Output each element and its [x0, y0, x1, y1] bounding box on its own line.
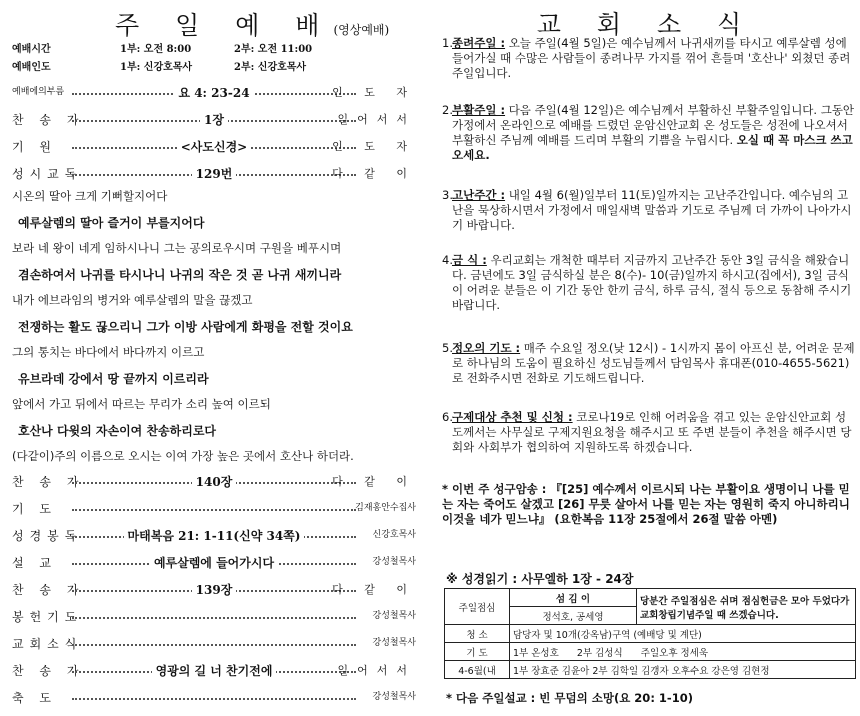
- order-label: 축 도: [12, 691, 57, 705]
- order-item: [12, 84, 416, 104]
- order-content: [72, 84, 356, 101]
- time-1: 1부: 오전 8:00: [120, 44, 192, 55]
- psalm-line: (다같이)주의 이름으로 오시는 이여 가장 높은 곳에서 호산나 하더라.: [12, 449, 354, 463]
- bible-reading: ※ 성경읽기 : 사무엘하 1장 - 24장: [446, 572, 634, 586]
- news-number: 6.: [442, 410, 453, 424]
- worship-title: [60, 6, 455, 42]
- order-content-text: 140장: [192, 475, 237, 489]
- news-item: [442, 103, 856, 163]
- order-item: [12, 635, 416, 655]
- news-body: 다음 주일(4월 12일)은 예수님께서 부활하신 부활주일입니다. 그동안 가정에서 온라인으로 예배를 드렸던 운암신안교회 온 성도들은 성전에 나오셔서 부활하신 주님께 예배를 드리며 부활의 기쁨을 누립시다.: [452, 103, 855, 147]
- psalm-line: 시온의 딸아 크게 기뻐할지어다: [12, 189, 168, 203]
- order-label: 찬 송 가: [12, 113, 85, 127]
- servers-names: 정석호, 공세영: [510, 607, 637, 625]
- news-text: [452, 341, 856, 386]
- order-item: [12, 138, 416, 158]
- psalm-line: 보라 네 왕이 네게 임하시나니 그는 공의로우시며 구원을 베푸시며: [12, 241, 342, 255]
- order-label: 찬 송 가: [12, 583, 85, 597]
- order-item: [12, 608, 416, 628]
- time-label: 예배시간: [12, 44, 51, 55]
- order-person: 인 도 자: [332, 140, 416, 153]
- news-heading: 구제대상 추천 및 신청 :: [452, 410, 573, 424]
- cleaning-value: 담당자 및 10개(강옥남)구역 (예배당 및 계단): [510, 625, 856, 643]
- news-title: 교 회 소 식: [536, 10, 756, 39]
- order-item: [12, 581, 416, 601]
- prayer-label: 기 도: [445, 643, 510, 661]
- order-content: [72, 554, 356, 571]
- service-table: [444, 588, 856, 679]
- news-heading: 고난주간 :: [452, 188, 506, 202]
- order-person: 신강호목사: [372, 530, 416, 540]
- order-person: 강성철목사: [372, 557, 416, 567]
- order-item: [12, 554, 416, 574]
- next-sermon: * 다음 주일설교 : 빈 무덤의 소망(요 20: 1-10): [446, 691, 693, 705]
- order-label: 찬 송 가: [12, 475, 85, 489]
- psalm-line: 겸손하여서 나귀를 타시나니 나귀의 작은 것 곧 나귀 새끼니라: [18, 268, 342, 282]
- dotted-leader: [72, 509, 356, 511]
- news-number: 5.: [442, 341, 453, 355]
- order-item: [12, 500, 416, 520]
- order-label: 기 도: [12, 502, 57, 516]
- psalm-line: 유브라데 강에서 땅 끝까지 이르리라: [18, 372, 209, 386]
- order-content-text: 마태복음 21: 1-11(신약 34쪽): [124, 529, 305, 543]
- time-2: 2부: 오전 11:00: [234, 44, 313, 55]
- order-label: 봉헌기도: [12, 610, 83, 624]
- news-number: 4.: [442, 253, 453, 267]
- cleaning-label: 청 소: [445, 625, 510, 643]
- news-item: [442, 36, 856, 81]
- order-item: [12, 473, 416, 493]
- order-content: [72, 165, 356, 182]
- order-label: 설 교: [12, 556, 57, 570]
- news-body: 매주 수요일 정오(낮 12시) - 1시까지 몸이 아프신 분, 어려운 문제로 하나님의 도움이 필요하신 성도님들께서 담임목사 휴대폰(010-4655-5621)로 전화주시면 전화로 기도해드립니다.: [452, 341, 855, 385]
- order-person: 다 같 이: [332, 475, 416, 488]
- dotted-leader: [72, 644, 356, 646]
- order-content-text: <사도신경>: [177, 140, 251, 154]
- order-item: [12, 165, 416, 185]
- news-text: [452, 253, 856, 313]
- psalm-line: 예루살렘의 딸아 즐거이 부를지어다: [18, 216, 205, 230]
- order-person: 강성철목사: [372, 611, 416, 621]
- prayer-value: 1부 온성호 2부 김성식 주일오후 정세욱: [510, 643, 856, 661]
- news-text: [452, 410, 856, 455]
- order-content: [72, 662, 356, 679]
- order-person: 인 도 자: [332, 86, 416, 99]
- order-person: 일어서서: [337, 664, 416, 677]
- order-item: [12, 662, 416, 682]
- order-content-text: 요 4: 23-24: [174, 86, 253, 100]
- memory-verse-text: * 이번 주 성구암송 : 『[25] 예수께서 이르시되 나는 부활이요 생명이니 나를 믿는 자는 죽어도 살겠고 [26] 무릇 살아서 나를 믿는 자는 영원히 죽지 아니하리니 이것을 네가 믿느냐』 (요한복음 11장 25절에서 26절 말씀 아멘): [442, 482, 850, 526]
- order-content-text: 139장: [192, 583, 237, 597]
- order-content: [72, 111, 356, 128]
- order-person: 다 같 이: [332, 583, 416, 596]
- lead-1: 1부: 신강호목사: [120, 62, 193, 73]
- news-item: [442, 188, 856, 233]
- order-person: 다 같 이: [332, 167, 416, 180]
- news-body: 우리교회는 개척한 때부터 지금까지 고난주간 동안 3일 금식을 해왔습니다. 금년에도 3일 금식하실 분은 8(수)- 10(금)일까지 하시고(집에서), 3일 금식이 어려운 분들은 이 기간 동안 한끼 금식, 하루 금식, 절식 등으로 동참해 주시기 바랍니다.: [452, 253, 852, 312]
- order-label: 교회소식: [12, 637, 83, 651]
- order-person: 일어서서: [337, 113, 416, 126]
- psalm-line: 앞에서 가고 뒤에서 따르는 무리가 소리 높여 이르되: [12, 397, 271, 411]
- order-content-text: 129번: [192, 167, 237, 181]
- psalm-line: 그의 통치는 바다에서 바다까지 이르고: [12, 345, 205, 359]
- news-heading: 정오의 기도 :: [452, 341, 521, 355]
- news-item: [442, 253, 856, 313]
- news-heading: 종려주일 :: [452, 36, 506, 50]
- memory-verse: [442, 482, 856, 527]
- lead-label: 예배인도: [12, 62, 51, 73]
- period-value: 1부 장효준 김윤아 2부 김학일 김갱자 오후수요 강은영 김현정: [510, 661, 856, 679]
- worship-title-sub: (영상예배): [333, 23, 390, 37]
- order-label: 성경봉독: [12, 529, 83, 543]
- order-item: [12, 689, 416, 709]
- lead-2: 2부: 신강호목사: [234, 62, 307, 73]
- order-content: [72, 138, 356, 155]
- lunch-label: 주일점심: [445, 589, 510, 625]
- worship-title-text: 주 일 예 배: [115, 11, 334, 40]
- news-body: 오늘 주일(4월 5일)은 예수님께서 나귀새끼를 타시고 예루살렘 성에 들어가실 때 수많은 사람들이 종려나무 가지를 꺾어 흔들며 '호산나' 외쳤던 종려주일입니다.: [452, 36, 851, 80]
- news-item: [442, 341, 856, 386]
- psalm-line: 내가 에브라임의 병거와 예루살렘의 말을 끊겠고: [12, 293, 253, 307]
- lunch-note: 당분간 주일점심은 쉬며 점심헌금은 모아 두었다가 교회창립기념주일 때 쓰겠습니다.: [637, 589, 856, 625]
- servers-label: 섬 김 이: [510, 589, 637, 607]
- psalm-line: 호산나 다윗의 자손이여 찬송하리로다: [18, 424, 217, 438]
- news-emphasis: 오실 때 꼭 마스크 쓰고 오세요.: [452, 133, 853, 162]
- psalm-line: 전쟁하는 활도 끊으리니 그가 이방 사람에게 화평을 전할 것이요: [18, 320, 353, 334]
- order-content-text: 1장: [200, 113, 228, 127]
- news-number: 3.: [442, 188, 453, 202]
- dotted-leader: [72, 617, 356, 619]
- news-text: [452, 103, 856, 163]
- order-label: 기 원: [12, 140, 57, 154]
- dotted-leader: [72, 698, 356, 700]
- news-body: 내일 4월 6(월)일부터 11(토)일까지는 고난주간입니다. 예수님의 고난을 묵상하시면서 가정에서 매일새벽 말씀과 기도로 주님께 더 가까이 나아가시기 바랍니다.: [452, 188, 852, 232]
- order-content: [72, 581, 356, 598]
- order-content-text: 예루살렘에 들어가시다: [150, 556, 278, 570]
- order-person: 강성철목사: [372, 692, 416, 702]
- order-content: [72, 527, 356, 544]
- order-item: [12, 111, 416, 131]
- news-text: [452, 36, 856, 81]
- news-item: [442, 410, 856, 455]
- period-label: 4-6월(내: [445, 661, 510, 679]
- order-label: 찬 송 가: [12, 664, 85, 678]
- order-label: 성시교독: [12, 167, 83, 181]
- order-person: 김재홍안수집사: [355, 503, 416, 513]
- order-content: [72, 473, 356, 490]
- order-item: [12, 527, 416, 547]
- news-heading: 부활주일 :: [452, 103, 506, 117]
- order-person: 강성철목사: [372, 638, 416, 648]
- news-number: 1.: [442, 36, 453, 50]
- news-body: 코로나19로 인해 어려움을 겪고 있는 운암신안교회 성도께서는 사무실로 구제지원요청을 해주시고 또 주변 분들이 추천을 해주시면 당회와 사회부가 협의하여 지원하도록 하겠습니다.: [452, 410, 852, 454]
- news-heading: 금 식 :: [452, 253, 487, 267]
- news-number: 2.: [442, 103, 453, 117]
- news-text: [452, 188, 856, 233]
- order-content-text: 영광의 길 너 찬기전에: [152, 664, 277, 678]
- order-label: 예배에의부름: [12, 87, 65, 97]
